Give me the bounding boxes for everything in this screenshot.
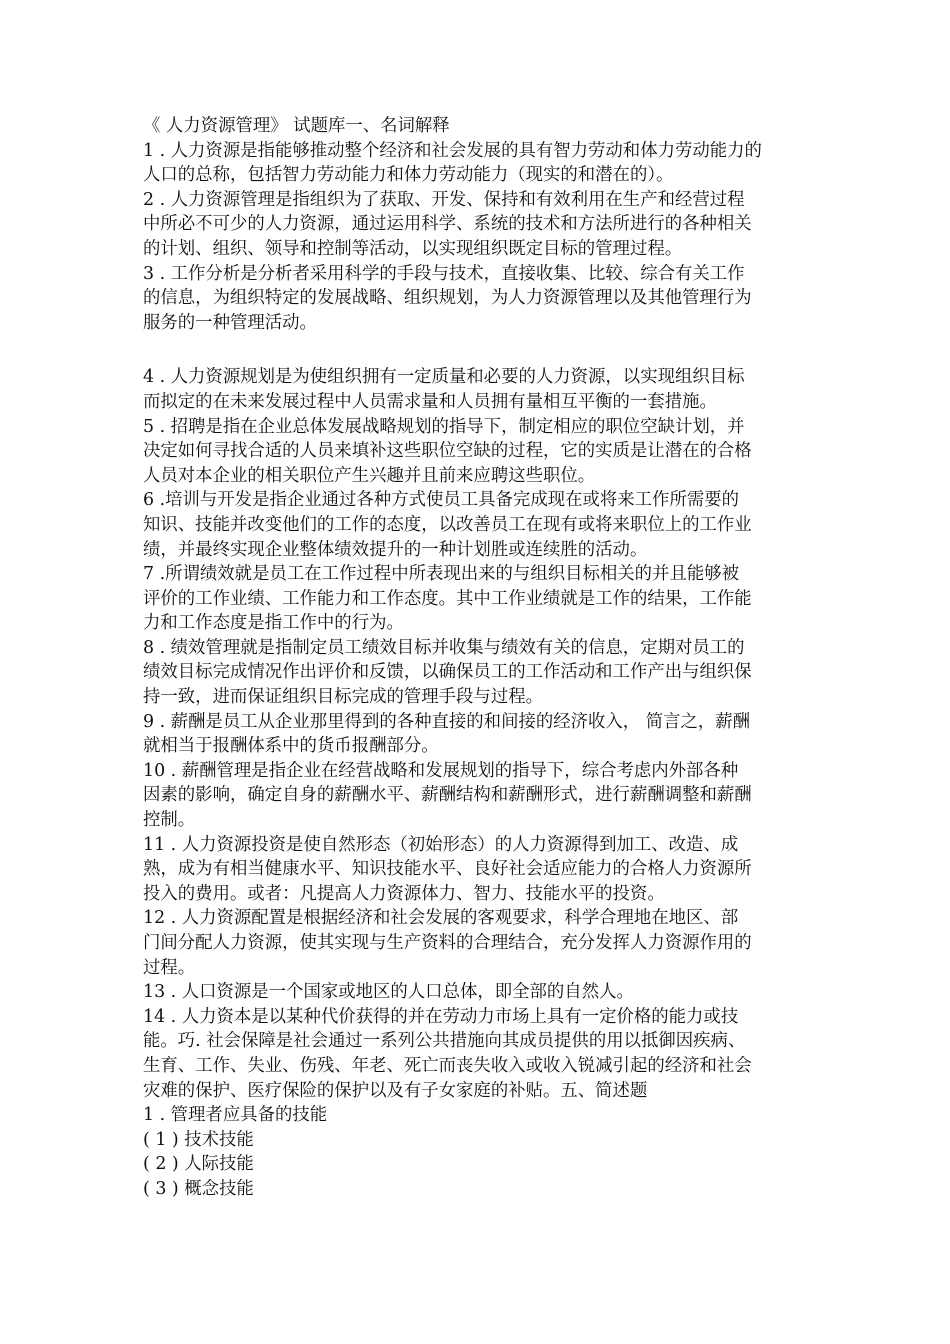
text-line: 7 .所谓绩效就是员工在工作过程中所表现出来的与组织目标相关的并且能够被: [143, 564, 740, 585]
text-line: 门间分配人力资源，使其实现与生产资料的合理结合，充分发挥人力资源作用的: [143, 933, 752, 953]
text-line: 熟，成为有相当健康水平、知识技能水平、良好社会适应能力的合格人力资源所: [143, 859, 752, 880]
text-line: 13 . 人口资源是一个国家或地区的人口总体，即全部的自然人。: [143, 982, 634, 1003]
text-line: 绩，并最终实现企业整体绩效提升的一种计划胜或连续胜的活动。: [143, 539, 648, 560]
text-line: 12 . 人力资源配置是根据经济和社会发展的客观要求，科学合理地在地区、部: [143, 908, 739, 929]
text-line: 14 . 人力资本是以某种代价获得的并在劳动力市场上具有一定价格的能力或技: [143, 1006, 739, 1027]
text-line: 服务的一种管理活动。: [143, 312, 317, 333]
text-line: 人员对本企业的相关职位产生兴趣并且前来应聘这些职位。: [143, 465, 596, 486]
text-line: 1 . 管理者应具备的技能: [143, 1105, 328, 1126]
text-line: 知识、技能并改变他们的工作的态度，以改善员工在现有或将来职位上的工作业: [143, 514, 752, 535]
text-line: 中所必不可少的人力资源，通过运用科学、系统的技术和方法所进行的各种相关: [143, 214, 752, 235]
text-line: 力和工作态度是指工作中的行为。: [143, 613, 404, 634]
text-line: 10 . 薪酬管理是指企业在经营战略和发展规划的指导下，综合考虑内外部各种: [143, 760, 739, 781]
text-line: 5 . 招聘是指在企业总体发展战略规划的指导下，制定相应的职位空缺计划，并: [143, 416, 745, 437]
text-line: 的计划、组织、领导和控制等活动，以实现组织既定目标的管理过程。: [143, 238, 683, 259]
text-line: ( 3 ) 概念技能: [143, 1178, 254, 1199]
text-line: 人口的总称，包括智力劳动能力和体力劳动能力（现实的和潜在的）。: [143, 165, 674, 186]
title-line: 《 人力资源管理》 试题库一、名词解释: [143, 116, 450, 136]
text-line: 4 . 人力资源规划是为使组织拥有一定质量和必要的人力资源，以实现组织目标: [143, 367, 745, 388]
text-line: 控制。: [143, 810, 196, 831]
text-line: 3 . 工作分析是分析者采用科学的手段与技术，直接收集、比较、综合有关工作: [143, 263, 745, 284]
text-line: 就相当于报酬体系中的货币报酬部分。: [143, 736, 439, 757]
text-block-2: [143, 365, 811, 1201]
paragraph-gap: [143, 335, 811, 365]
text-line: 9 . 薪酬是员工从企业那里得到的各种直接的和间接的经济收入， 简言之，薪酬: [143, 711, 751, 732]
text-line: 1 . 人力资源是指能够推动整个经济和社会发展的具有智力劳动和体力劳动能力的: [143, 140, 762, 161]
text-line: 评价的工作业绩、工作能力和工作态度。其中工作业绩就是工作的结果，工作能: [143, 588, 752, 609]
text-line: 2 . 人力资源管理是指组织为了获取、开发、保持和有效利用在生产和经营过程: [143, 189, 745, 210]
text-line: 灾难的保护、医疗保险的保护以及有子女家庭的补贴。五、简述题: [143, 1080, 648, 1101]
text-line: 绩效目标完成情况作出评价和反馈，以确保员工的工作活动和工作产出与组织保: [143, 662, 752, 683]
text-line: 投入的费用。或者：凡提高人力资源体力、智力、技能水平的投资。: [143, 883, 665, 904]
text-line: 能。巧. 社会保障是社会通过一系列公共措施向其成员提供的用以抵御因疾病、: [143, 1031, 746, 1052]
text-line: 11 . 人力资源投资是使自然形态（初始形态）的人力资源得到加工、改造、成: [143, 834, 739, 855]
text-line: 持一致，进而保证组织目标完成的管理手段与过程。: [143, 687, 543, 708]
document-page: [143, 114, 811, 1202]
text-line: 8 . 绩效管理就是指制定员工绩效目标并收集与绩效有关的信息，定期对员工的: [143, 637, 745, 658]
text-line: 生育、工作、失业、伤残、年老、死亡而丧失收入或收入锐减引起的经济和社会: [143, 1055, 752, 1076]
text-line: 的信息，为组织特定的发展战略、组织规划，为人力资源管理以及其他管理行为: [143, 288, 752, 309]
text-line: 过程。: [143, 957, 196, 978]
text-line: 6 .培训与开发是指企业通过各种方式使员工具备完成现在或将来工作所需要的: [143, 490, 740, 511]
text-line: 而拟定的在未来发展过程中人员需求量和人员拥有量相互平衡的一套措施。: [143, 391, 717, 412]
text-line: ( 1 ) 技术技能: [143, 1129, 254, 1150]
text-line: ( 2 ) 人际技能: [143, 1154, 254, 1175]
text-block-1: [143, 114, 811, 335]
text-line: 决定如何寻找合适的人员来填补这些职位空缺的过程，它的实质是让潜在的合格: [143, 441, 752, 462]
text-line: 因素的影响，确定自身的薪酬水平、薪酬结构和薪酬形式，进行薪酬调整和薪酬: [143, 785, 752, 806]
